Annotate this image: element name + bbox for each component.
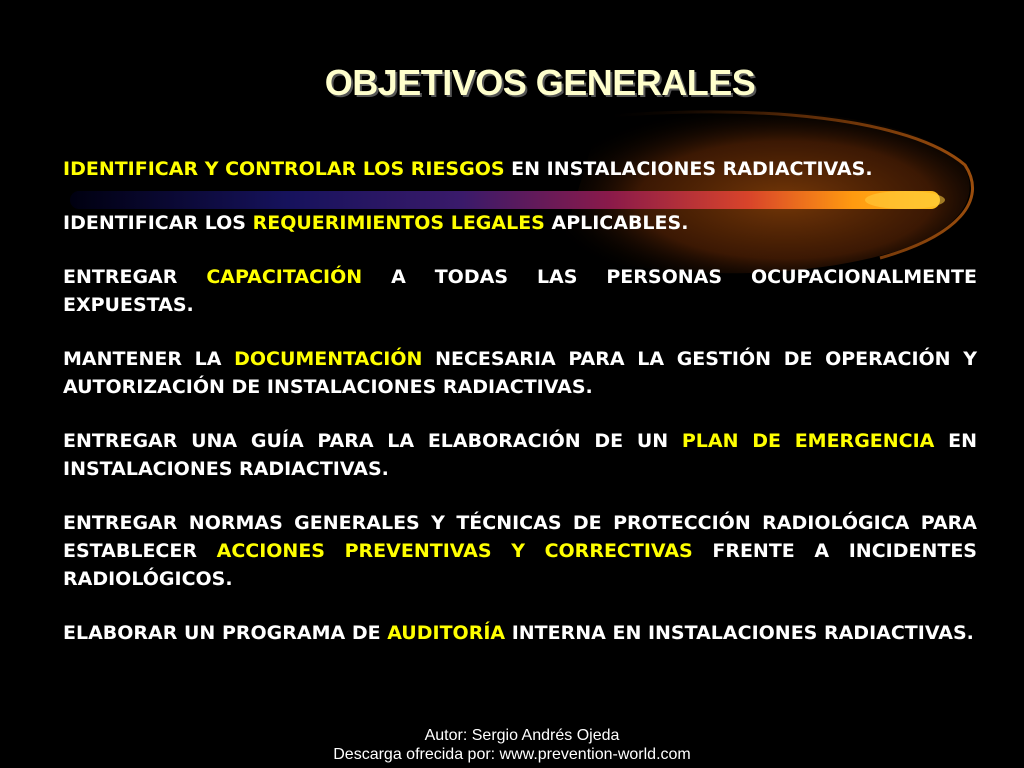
objective-text: ENTREGAR UNA GUÍA PARA LA ELABORACIÓN DE UN (63, 430, 682, 452)
slide-title: OBJETIVOS GENERALES (324, 62, 756, 103)
objective-text: A TODAS LAS PERSONAS OCUPACIONALMENTE EXPUESTAS. (63, 266, 977, 316)
objective-highlight-text: RIESGOS (410, 158, 505, 180)
objective-text: ELABORAR UN PROGRAMA DE (63, 622, 388, 644)
slide-footer (0, 726, 1024, 764)
objective-text: ENTREGAR NORMAS GENERALES Y TÉCNICAS DE PROTECCIÓN RADIOLÓGICA PARA ESTABLECER (63, 512, 977, 562)
objective-text: EN INSTALACIONES RADIACTIVAS. (63, 430, 977, 480)
objective-highlight-text: IDENTIFICAR Y CONTROLAR LOS (63, 158, 411, 180)
objective-item (63, 155, 977, 183)
objective-item (63, 427, 977, 483)
objective-item (63, 345, 977, 401)
objective-text: ENTREGAR (63, 266, 207, 288)
objective-text: APLICABLES. (544, 212, 689, 234)
objective-text: INTERNA EN INSTALACIONES RADIACTIVAS. (505, 622, 974, 644)
objective-text: FRENTE A INCIDENTES RADIOLÓGICOS. (63, 540, 977, 590)
objective-text: MANTENER LA (63, 348, 235, 370)
objective-highlight-text: ACCIONES PREVENTIVAS Y CORRECTIVAS (216, 540, 693, 562)
download-credit: Descarga ofrecida por: www.prevention-world.com (333, 746, 691, 763)
author-credit: Autor: Sergio Andrés Ojeda (424, 727, 620, 744)
objective-text: EN INSTALACIONES RADIACTIVAS. (504, 158, 873, 180)
objective-highlight-text: REQUERIMIENTOS LEGALES (252, 212, 545, 234)
objective-text: NECESARIA PARA LA GESTIÓN DE OPERACIÓN Y AUTORIZACIÓN DE INSTALACIONES RADIACTIVAS. (63, 348, 977, 398)
objective-text: IDENTIFICAR LOS (63, 212, 253, 234)
objectives-list (63, 155, 977, 673)
objective-item (63, 619, 977, 647)
objective-highlight-text: CAPACITACIÓN (206, 266, 363, 288)
objective-item (63, 263, 977, 319)
objective-item (63, 209, 977, 237)
objective-highlight-text: DOCUMENTACIÓN (234, 348, 423, 370)
objective-highlight-text: AUDITORÍA (387, 622, 506, 644)
objective-item (63, 509, 977, 593)
objective-highlight-text: PLAN DE EMERGENCIA (681, 430, 935, 452)
